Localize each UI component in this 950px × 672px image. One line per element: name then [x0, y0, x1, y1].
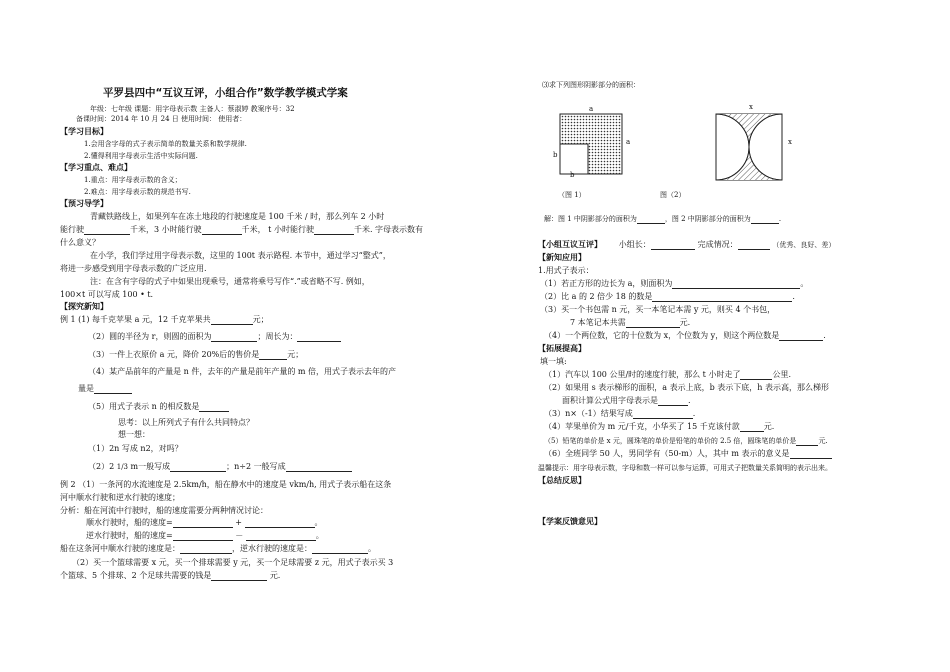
key-point-1: 1.重点：用字母表示数的含义；: [84, 176, 182, 184]
preview-heading: 【预习导学】: [60, 199, 108, 208]
answer-line: 船在这条河中顺水行驶的速度是： ，逆水行驶的速度是： 。: [60, 544, 376, 553]
figure-2-caption: 图（2）: [660, 191, 686, 199]
feedback-heading: 【学案反馈意见】: [538, 517, 602, 526]
apply-heading: 【新知应用】: [538, 253, 586, 262]
preview-text-7: 100×t 可以写成 100 • t.: [60, 290, 154, 299]
extension-intro: 填一填:: [540, 357, 567, 366]
apply-1: （1）若正方形的边长为 a，则面积为 。: [540, 279, 809, 288]
analysis-upstream: 逆水行驶时，船的速度= － 。: [86, 531, 324, 540]
key-points-heading: 【学习重点、难点】: [60, 163, 132, 172]
explore-heading: 【探究新知】: [60, 302, 108, 311]
group-review-heading: 【小组互议互评】 小组长： 完成情况： （优秀、良好、差）: [538, 240, 836, 249]
key-point-2: 2.难点：用字母表示数的规范书写.: [84, 188, 191, 196]
figure-1-caption: （图 1）: [558, 191, 586, 199]
think-prompt-2: 想一想：: [118, 430, 150, 439]
extension-2: （2）如果用 s 表示梯形的面积，a 表示上底，b 表示下底，h 表示高，那么梯形: [544, 383, 829, 392]
fig1-label-a-top: a: [589, 105, 594, 113]
think-prompt: 思考：以上所列式子有什么共同特点？: [118, 418, 254, 427]
example-2-part-2: （2）买一个篮球需要 x 元，买一个排球需要 y 元，买一个足球需要 z 元，用式子表示买 3: [72, 558, 394, 567]
preview-text-4: 在小学，我们学过用字母表示数，这里的 100t 表示路程. 本节中，通过学习“整式”，: [90, 251, 391, 260]
area-question: ⑶求下列图形阴影部分的面积：: [542, 81, 640, 89]
meta-line-2: 备课时间：2014 年 10 月 24 日 使用时间： 使用者：: [76, 115, 247, 123]
apply-2: （2）比 a 的 2 倍少 18 的数是 .: [540, 292, 795, 301]
example-1-item-2: （2）圆的半径为 r，则圆的面积为 ；周长为：: [88, 332, 341, 342]
summary-heading: 【总结反思】: [538, 476, 586, 485]
fig1-label-a-right: a: [626, 138, 631, 146]
apply-3: （3）买一个书包需 n 元，买一本笔记本需 y 元，则买 4 个书包，: [540, 305, 776, 314]
question-2: （2）2 1/3 m一般写成 ；n÷2 一般写成: [88, 462, 352, 472]
preview-text-5: 将进一步感受到用字母表示数的广泛应用.: [60, 264, 207, 273]
preview-text-2: 能行驶 千米，3 小时能行驶 千米， t 小时能行驶 千米. 字母表示数有: [60, 225, 424, 234]
fig2-label-x-top: x: [749, 103, 753, 111]
example-1-item-4: （4）某产品前年的产量是 n 件，去年的产量是前年产量的 m 倍，用式子表示去年的产: [88, 367, 396, 376]
extension-heading: 【拓展提高】: [538, 344, 586, 353]
goal-1: 1.会用含字母的式子表示简单的数量关系和数学规律.: [84, 140, 247, 148]
extension-3: （3）n×（-1）结果写成 .: [544, 409, 696, 418]
page-title: 平罗县四中“互议互评，小组合作”数学教学模式学案: [103, 87, 348, 99]
extension-2-cont: 面积计算公式用字母表示是 .: [562, 396, 691, 405]
analysis-text: 分析：船在河流中行驶时，船的速度需要分两种情况讨论：: [60, 506, 268, 515]
preview-text-3: 什么意义？: [60, 238, 100, 247]
goals-heading: 【学习目标】: [60, 127, 108, 136]
fig2-label-x-right: x: [788, 138, 792, 146]
apply-3-cont: 7 本笔记本共需 元.: [570, 318, 691, 327]
extension-4: （4）苹果单价为 m 元/千克，小华买了 15 千克该付款 元.: [544, 422, 775, 431]
apply-intro: 1.用式子表示：: [538, 266, 594, 275]
fig1-label-b-bottom: b: [570, 171, 575, 179]
example-1-item-4-cont: 量是: [78, 384, 132, 394]
figure-2: [712, 110, 792, 185]
example-1-item-1: 例 1 (1) 每千克苹果 a 元，12 千克苹果共 元；: [60, 315, 269, 324]
extension-6: （6）全班同学 50 人，男同学有（50-m）人，其中 m 表示的意义是: [544, 449, 832, 459]
goal-2: 2.懂得利用字母表示生活中实际问题.: [84, 152, 198, 160]
preview-text-1: 青藏铁路线上，如果列车在冻土地段的行驶速度是 100 千米 / 时，那么列车 2 小时: [90, 212, 385, 221]
extension-1: （1）汽车以 100 公里/时的速度行驶，那么 t 小时走了 公里.: [544, 370, 791, 379]
example-2-part-2-cont: 个篮球、5 个排球、2 个足球共需要的钱是 元.: [60, 571, 281, 580]
example-2-text-2: 河中顺水行驶和逆水行驶的速度；: [60, 493, 180, 502]
apply-4: （4）一个两位数，它的十位数为 x，个位数为 y，则这个两位数是 .: [544, 331, 826, 340]
meta-line-1: 年级：七年级 课题：用字母表示数 主备人：蔡淑婷 教案序号：32: [90, 105, 295, 113]
example-2-text-1: 例 2 （1）一条河的水流速度是 2.5km/h，船在静水中的速度是 vkm/h, 用式子表示船在这条: [60, 480, 392, 489]
extension-5: （5）铅笔的单价是 x 元，圆珠笔的单价是铅笔的单价的 2.5 倍，圆珠笔的单价是 元.: [544, 437, 828, 445]
analysis-downstream: 顺水行驶时，船的速度= + 。: [86, 518, 323, 527]
solution-line: 解：图 1 中阴影部分的面积为 ，图 2 中阴影部分的面积为 .: [544, 215, 782, 223]
fig1-label-b-left: b: [553, 151, 558, 159]
example-1-item-5: （5）用式子表示 n 的相反数是: [88, 402, 229, 412]
tip-note: 温馨提示：用字母表示数，字母和数一样可以参与运算，可用式子把数量关系简明的表示出来。: [538, 464, 832, 472]
question-1: （1）2n 写成 n2，对吗？: [88, 444, 183, 453]
example-1-item-3: （3）一件上衣原价 a 元，降价 20%后的售价是 元；: [88, 350, 304, 359]
preview-text-6: 注：在含有字母的式子中如果出现乘号，通常将乘号写作“.”或省略不写. 例如，: [90, 277, 370, 286]
figure-1: [552, 106, 662, 191]
